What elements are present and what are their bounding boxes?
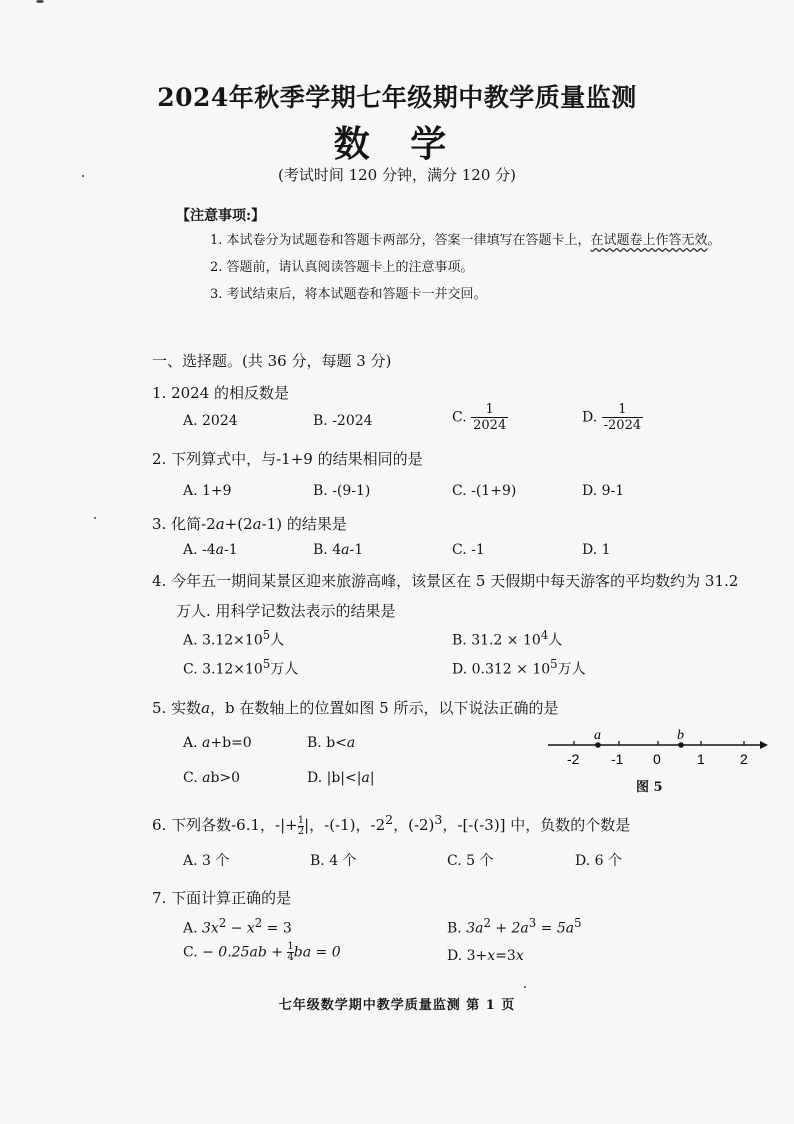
q5-option-a xyxy=(183,735,252,751)
q4-b-exponent: 4 xyxy=(540,628,549,642)
q7-d-pre: 3+ xyxy=(466,948,488,964)
q7-c-term-2: ba = 0 xyxy=(293,944,341,961)
question-4-stem-line-1: 4. 今年五一期间某景区迎来旅游高峰，该景区在 5 天假期中每天游客的平均数约为 31.2 xyxy=(152,572,739,590)
q4-c-pre: C. 3.12×10 xyxy=(183,661,263,678)
q1-option-a: A. 2024 xyxy=(183,413,238,429)
figure-5-caption: 图 5 xyxy=(636,780,663,795)
q7-a-term-2: − x xyxy=(226,920,255,937)
q6-option-b: B. 4 个 xyxy=(310,853,357,869)
q7-c-numerator: 1 xyxy=(287,941,294,952)
q7-a-exp-2: 2 xyxy=(254,916,263,930)
page-footer: 七年级数学期中教学质量监测 第 1 页 xyxy=(278,998,516,1013)
question-7-stem: 7. 下面计算正确的是 xyxy=(152,889,292,907)
q7-d-label: D. xyxy=(447,948,463,964)
q4-option-d xyxy=(452,657,586,679)
q4-a-exponent: 5 xyxy=(262,628,271,642)
q6-stem-pre: 6. 下列各数-6.1，-|+ xyxy=(152,816,298,834)
number-line-arrow xyxy=(760,741,768,749)
q5-b-var: a xyxy=(346,735,356,751)
q3-stem-post: -1) 的结果是 xyxy=(261,515,347,533)
point-b-label: b xyxy=(677,728,684,743)
q6-exponent-1: 2 xyxy=(385,812,394,827)
point-a-dot xyxy=(595,742,601,748)
q7-b-exp-1: 2 xyxy=(483,916,491,930)
q7-b-term-1: 3a xyxy=(466,920,484,937)
q1-c-numerator: 1 xyxy=(485,402,494,417)
q7-option-c xyxy=(183,942,341,963)
q3-option-b xyxy=(313,542,363,558)
q3-stem-pre: 化简-2 xyxy=(171,515,216,533)
q7-a-result: = 3 xyxy=(262,920,292,937)
exam-time-info: (考试时间 120 分钟，满分 120 分) xyxy=(277,166,517,184)
q3-a-var: a xyxy=(215,542,225,558)
q5-d-var: a xyxy=(361,770,370,786)
q4-option-b xyxy=(452,628,562,650)
q4-b-unit: 人 xyxy=(548,632,563,649)
note-item-2: 2. 答题前，请认真阅读答题卡上的注意事项。 xyxy=(210,260,474,275)
number-line-figure xyxy=(548,728,770,774)
q6-stem-post: ，-[-(-3)] 中，负数的个数是 xyxy=(442,816,631,834)
q7-c-denominator: 4 xyxy=(287,952,294,963)
note-1-end: 。 xyxy=(707,233,721,248)
q4-c-unit: 万人 xyxy=(270,661,299,678)
question-2-stem: 2. 下列算式中，与-1+9 的结果相同的是 xyxy=(152,450,423,468)
note-1-text: 1. 本试卷分为试题卷和答题卡两部分，答案一律填写在答题卡上， xyxy=(210,233,591,248)
q5-option-d xyxy=(307,770,375,786)
q3-b-pre: B. 4 xyxy=(313,542,342,558)
q3-b-post: -1 xyxy=(349,542,364,558)
q7-b-result: = 5a xyxy=(536,920,575,937)
notes-heading: 【注意事项:】 xyxy=(176,208,266,224)
tick-label-1: 1 xyxy=(697,751,705,767)
q3-option-d: D. 1 xyxy=(582,542,611,558)
q6-option-c: C. 5 个 xyxy=(447,853,494,869)
q5-d-post: | xyxy=(369,770,375,786)
q7-c-term-1: − 0.25ab + xyxy=(202,944,288,961)
q1-option-c xyxy=(452,402,508,433)
tick-label-2: 2 xyxy=(740,751,748,767)
q4-d-exponent: 5 xyxy=(550,657,558,671)
q1-d-numerator: 1 xyxy=(618,402,627,417)
q7-option-d xyxy=(447,948,524,964)
q5-stem-pre: 5. 实数 xyxy=(152,699,202,717)
section-1-heading: 一、选择题。(共 36 分，每题 3 分) xyxy=(152,352,392,370)
q6-frac-denominator: 2 xyxy=(297,825,305,837)
question-4-stem-line-2: 万人. 用科学记数法表示的结果是 xyxy=(176,602,396,620)
q5-c-post: b>0 xyxy=(210,770,241,786)
q7-b-label: B. xyxy=(447,920,462,937)
point-a-label: a xyxy=(594,728,601,743)
q3-b-var: a xyxy=(341,542,350,558)
point-b-dot xyxy=(678,742,684,748)
q4-a-pre: A. 3.12×10 xyxy=(183,632,263,649)
q5-option-b xyxy=(307,735,355,751)
q1-option-b: B. -2024 xyxy=(313,413,373,429)
q1-d-denominator: -2024 xyxy=(603,418,642,433)
q1-d-label: D. xyxy=(582,409,598,426)
q7-b-exp-3: 5 xyxy=(574,916,582,930)
note-item-3: 3. 考试结束后，将本试题卷和答题卡一并交回。 xyxy=(210,287,487,302)
q7-d-mid: =3 xyxy=(495,948,516,964)
q4-option-a xyxy=(183,628,284,650)
q7-option-b xyxy=(447,916,582,937)
q5-c-var: a xyxy=(202,770,211,786)
q4-a-unit: 人 xyxy=(270,632,285,649)
q3-var-1: a xyxy=(215,515,225,533)
note-item-1 xyxy=(210,229,721,248)
q7-a-exp-1: 2 xyxy=(218,916,227,930)
q3-a-pre: A. -4 xyxy=(183,542,216,558)
question-3-stem xyxy=(152,513,347,534)
q7-b-exp-2: 3 xyxy=(528,916,537,930)
q4-d-pre: D. 0.312 × 10 xyxy=(452,661,551,678)
q7-a-term-1: 3x xyxy=(202,920,219,937)
q2-option-b: B. -(9-1) xyxy=(313,483,371,499)
subject-title: 数 学 xyxy=(333,123,461,165)
question-5-stem xyxy=(152,697,559,718)
exam-title: 2024年秋季学期七年级期中教学质量监测 xyxy=(157,83,637,112)
q5-option-c xyxy=(183,770,240,786)
q7-d-var-2: x xyxy=(515,948,524,964)
q1-c-label: C. xyxy=(452,409,467,426)
q7-d-var-1: x xyxy=(487,948,496,964)
q5-c-pre: C. xyxy=(183,770,203,786)
q5-stem-var: a xyxy=(201,699,211,717)
q2-option-d: D. 9-1 xyxy=(582,483,625,499)
note-1-emphasis: 在试题卷上作答无效 xyxy=(590,233,708,248)
q3-option-c: C. -1 xyxy=(452,542,485,558)
q1-c-fraction xyxy=(471,402,508,433)
question-6-stem xyxy=(152,812,630,837)
tick-label-neg1: -1 xyxy=(611,751,624,767)
q1-c-denominator: 2024 xyxy=(473,418,507,433)
q6-stem-mid2: ，(-2) xyxy=(393,816,435,834)
q6-option-d: D. 6 个 xyxy=(575,853,622,869)
tick-label-neg2: -2 xyxy=(567,751,580,767)
scan-speck xyxy=(524,986,526,988)
q4-c-exponent: 5 xyxy=(262,657,271,671)
scan-speck xyxy=(94,517,96,519)
q5-a-pre: A. xyxy=(183,735,203,751)
q1-d-fraction xyxy=(602,402,643,433)
q3-a-post: -1 xyxy=(224,542,238,558)
q2-option-c: C. -(1+9) xyxy=(452,483,517,499)
q5-a-var: a xyxy=(202,735,211,751)
q6-exponent-2: 3 xyxy=(434,812,443,827)
scan-speck xyxy=(82,175,84,177)
q7-c-label: C. xyxy=(183,944,198,961)
q5-d-pre: D. |b|<| xyxy=(307,770,362,786)
q7-option-a xyxy=(183,916,292,937)
scan-speck xyxy=(36,0,44,3)
question-1-stem: 1. 2024 的相反数是 xyxy=(152,384,290,402)
q5-b-pre: B. b< xyxy=(307,735,347,751)
q5-stem-post: ，b 在数轴上的位置如图 5 所示，以下说法正确的是 xyxy=(210,699,559,717)
q6-frac-numerator: 1 xyxy=(297,814,305,826)
q7-a-label: A. xyxy=(183,920,198,937)
q3-stem-mid: +(2 xyxy=(224,515,253,533)
tick-label-0: 0 xyxy=(653,751,661,767)
q4-b-pre: B. 31.2 × 10 xyxy=(452,632,541,649)
q2-option-a: A. 1+9 xyxy=(183,483,232,499)
q6-option-a: A. 3 个 xyxy=(183,853,230,869)
q7-b-term-2: + 2a xyxy=(490,920,529,937)
q4-option-c xyxy=(183,657,298,679)
q3-number: 3. xyxy=(152,515,167,533)
q1-option-d xyxy=(582,402,643,433)
q6-stem-mid: |，-(-1)，-2 xyxy=(304,816,386,834)
q3-var-2: a xyxy=(252,515,262,533)
q5-a-post: +b=0 xyxy=(210,735,252,751)
q3-option-a xyxy=(183,542,238,558)
q4-d-unit: 万人 xyxy=(557,661,586,678)
